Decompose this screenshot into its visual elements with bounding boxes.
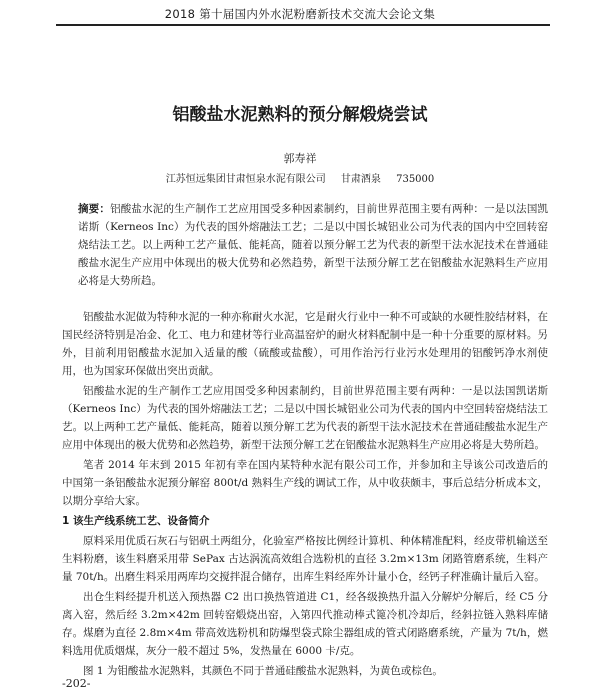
affiliation xyxy=(0,170,600,185)
affiliation-city: 甘肃酒泉 xyxy=(340,174,381,185)
affiliation-postcode: 735000 xyxy=(396,174,435,185)
body-paragraph: 笔者 2014 年末到 2015 年初有幸在国内某特种水泥有限公司工作，并参加和主导该公司改造后的中国第一条铝酸盐水泥预分解窑 800t/d 熟料生产线的调试工作，从中收获颇丰，事后总结分析成本文，以期分享给大家。 xyxy=(62,459,548,507)
body-paragraph: 出仓生料经提升机送入预热器 C2 出口换热管道进 C1，经各级换热升温入分解炉分解后，经 C5 分离入窑，然后经 3.2m×42m 回转窑煅烧出窑，入第四代推动棒式篦冷机冷却后，经斜拉链入熟料库储存。煤磨为直径 2.8m×4m 带高效选粉机和防爆型袋式除尘器组成的管式闭路磨系统，产量为 7t/h，燃料选用优质烟煤，灰分一般不超过 5%，发热量在 6000 卡/克。 xyxy=(62,591,548,657)
paper-title: 铝酸盐水泥熟料的预分解煅烧尝试 xyxy=(172,105,428,125)
abstract xyxy=(78,200,548,290)
affiliation-org: 江苏恒远集团甘肃恒泉水泥有限公司 xyxy=(165,174,326,185)
body-paragraph: 铝酸盐水泥做为特种水泥的一种亦称耐火水泥，它是耐火行业中一种不可或缺的水硬性胶结材料，在国民经济特别是冶金、化工、电力和建材等行业高温窑炉的耐火材料配制中是一种十分重要的原材料。另外，目前利用铝酸盐水泥加入适量的酸（硫酸或盐酸），可用作治污行业污水处理用的铝酸钙净水剂使用，也为国家环保做出突出贡献。 xyxy=(62,311,548,377)
page-number: -202- xyxy=(62,677,91,690)
author-name: 郭寿祥 xyxy=(283,152,317,165)
abstract-text: 铝酸盐水泥的生产制作工艺应用国受多种因素制约，目前世界范围主要有两种：一是以法国凯诺斯（Kerneos Inc）为代表的国外熔融法工艺；二是以中国长城铝业公司为代表的国内中空回转窑烧结法工艺。以上两种工艺产量低、能耗高，随着以预分解工艺为代表的新型干法水泥技术在普通硅酸盐水泥生产应用中体现出的极大优势和必然趋势，新型干法预分解工艺在铝酸盐水泥熟料生产应用必将是大势所趋。 xyxy=(78,203,549,287)
body-paragraph: 图 1 为钼酸盐水泥熟料，其颜色不同于普通硅酸盐水泥熟料，为黄色或棕色。 xyxy=(83,665,443,677)
header-rule xyxy=(56,24,550,26)
body-paragraph: 原料采用优质石灰石与铝矾土两组分，化验室严格按比例经计算机、种体精准配料，经皮带机输送至生料粉磨，该生料磨采用带 SePax 古达涡流高效组合选粉机的直径 3.2m×13m 闭路管磨系统，生料产量 70t/h。出磨生料采用两库均交搅拌混合储存，出库生料经库外计量小仓，经钙子秤准确计量后入窑。 xyxy=(62,535,548,583)
section-heading: 1 该生产线系统工艺、设备简介 xyxy=(62,515,210,527)
running-header: 2018 第十届国内外水泥粉磨新技术交流大会论文集 xyxy=(164,7,436,21)
body-paragraph: 铝酸盐水泥的生产制作工艺应用国受多种因素制约，目前世界范围主要有两种：一是以法国凯诺斯（Kerneos Inc）为代表的国外熔融法工艺；二是以中国长城铝业公司为代表的国内中空回转窑烧结法工艺。以上两种工艺产量低、能耗高，随着以预分解工艺为代表的新型干法水泥技术在普通硅酸盐水泥生产应用中体现出的极大优势和必然趋势，新型干法预分解工艺在铝酸盐水泥熟料生产应用必将是大势所趋。 xyxy=(62,385,548,451)
abstract-label: 摘要： xyxy=(78,203,111,215)
body-text xyxy=(62,308,548,682)
